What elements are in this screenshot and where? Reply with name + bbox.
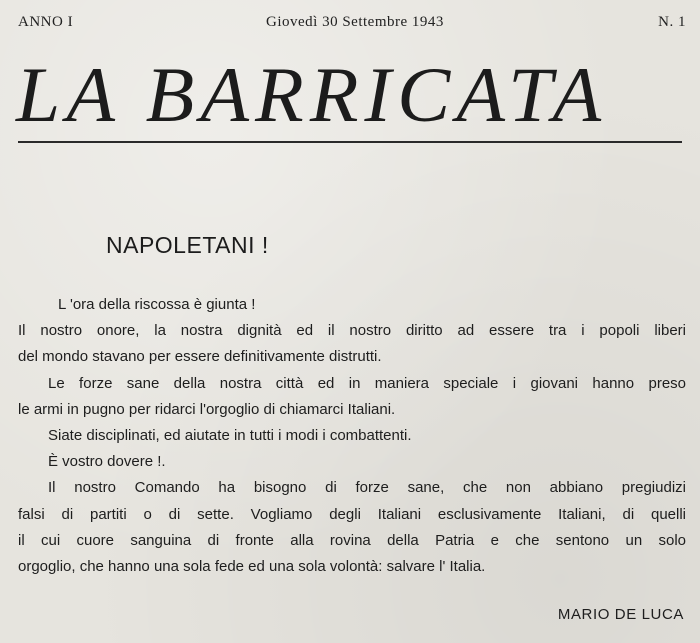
article-line: Il nostro onore, la nostra dignità ed il nostro diritto ad essere tra i popoli liberi — [18, 322, 686, 340]
issue-date: Giovedì 30 Settembre 1943 — [266, 14, 444, 30]
article-line: L 'ora della riscossa è giunta ! — [58, 296, 256, 313]
article-line: del mondo stavano per essere definitivamente distrutti. — [18, 348, 382, 366]
article-signature: MARIO DE LUCA — [557, 606, 684, 623]
issue-number: N. 1 — [658, 14, 686, 30]
masthead-divider — [18, 141, 682, 143]
article-line: il cui cuore sanguina di fronte alla rovina della Patria e che sentono un solo — [18, 531, 686, 549]
article-line: orgoglio, che hanno una sola fede ed una sola volontà: salvare l' Italia. — [18, 557, 486, 575]
issue-year: ANNO I — [18, 14, 74, 30]
newspaper-title: LA BARRICATA — [16, 51, 608, 138]
article-line: le armi in pugno per ridarci l'orgoglio di chiamarci Italiani. — [18, 400, 396, 418]
article-headline: NAPOLETANI ! — [106, 232, 269, 258]
article-body — [18, 292, 686, 580]
article-line: Siate disciplinati, ed aiutate in tutti i modi i combattenti. — [48, 426, 412, 444]
article-line: È vostro dovere !. — [48, 453, 166, 471]
article-line: falsi di partiti o di sette. Vogliamo degli Italiani esclusivamente Italiani, di quelli — [18, 505, 686, 523]
article-line: Il nostro Comando ha bisogno di forze sane, che non abbiano pregiudizi — [48, 479, 686, 497]
masthead-info-row — [18, 14, 686, 36]
article-line: Le forze sane della nostra città ed in maniera speciale i giovani hanno preso — [48, 374, 686, 392]
